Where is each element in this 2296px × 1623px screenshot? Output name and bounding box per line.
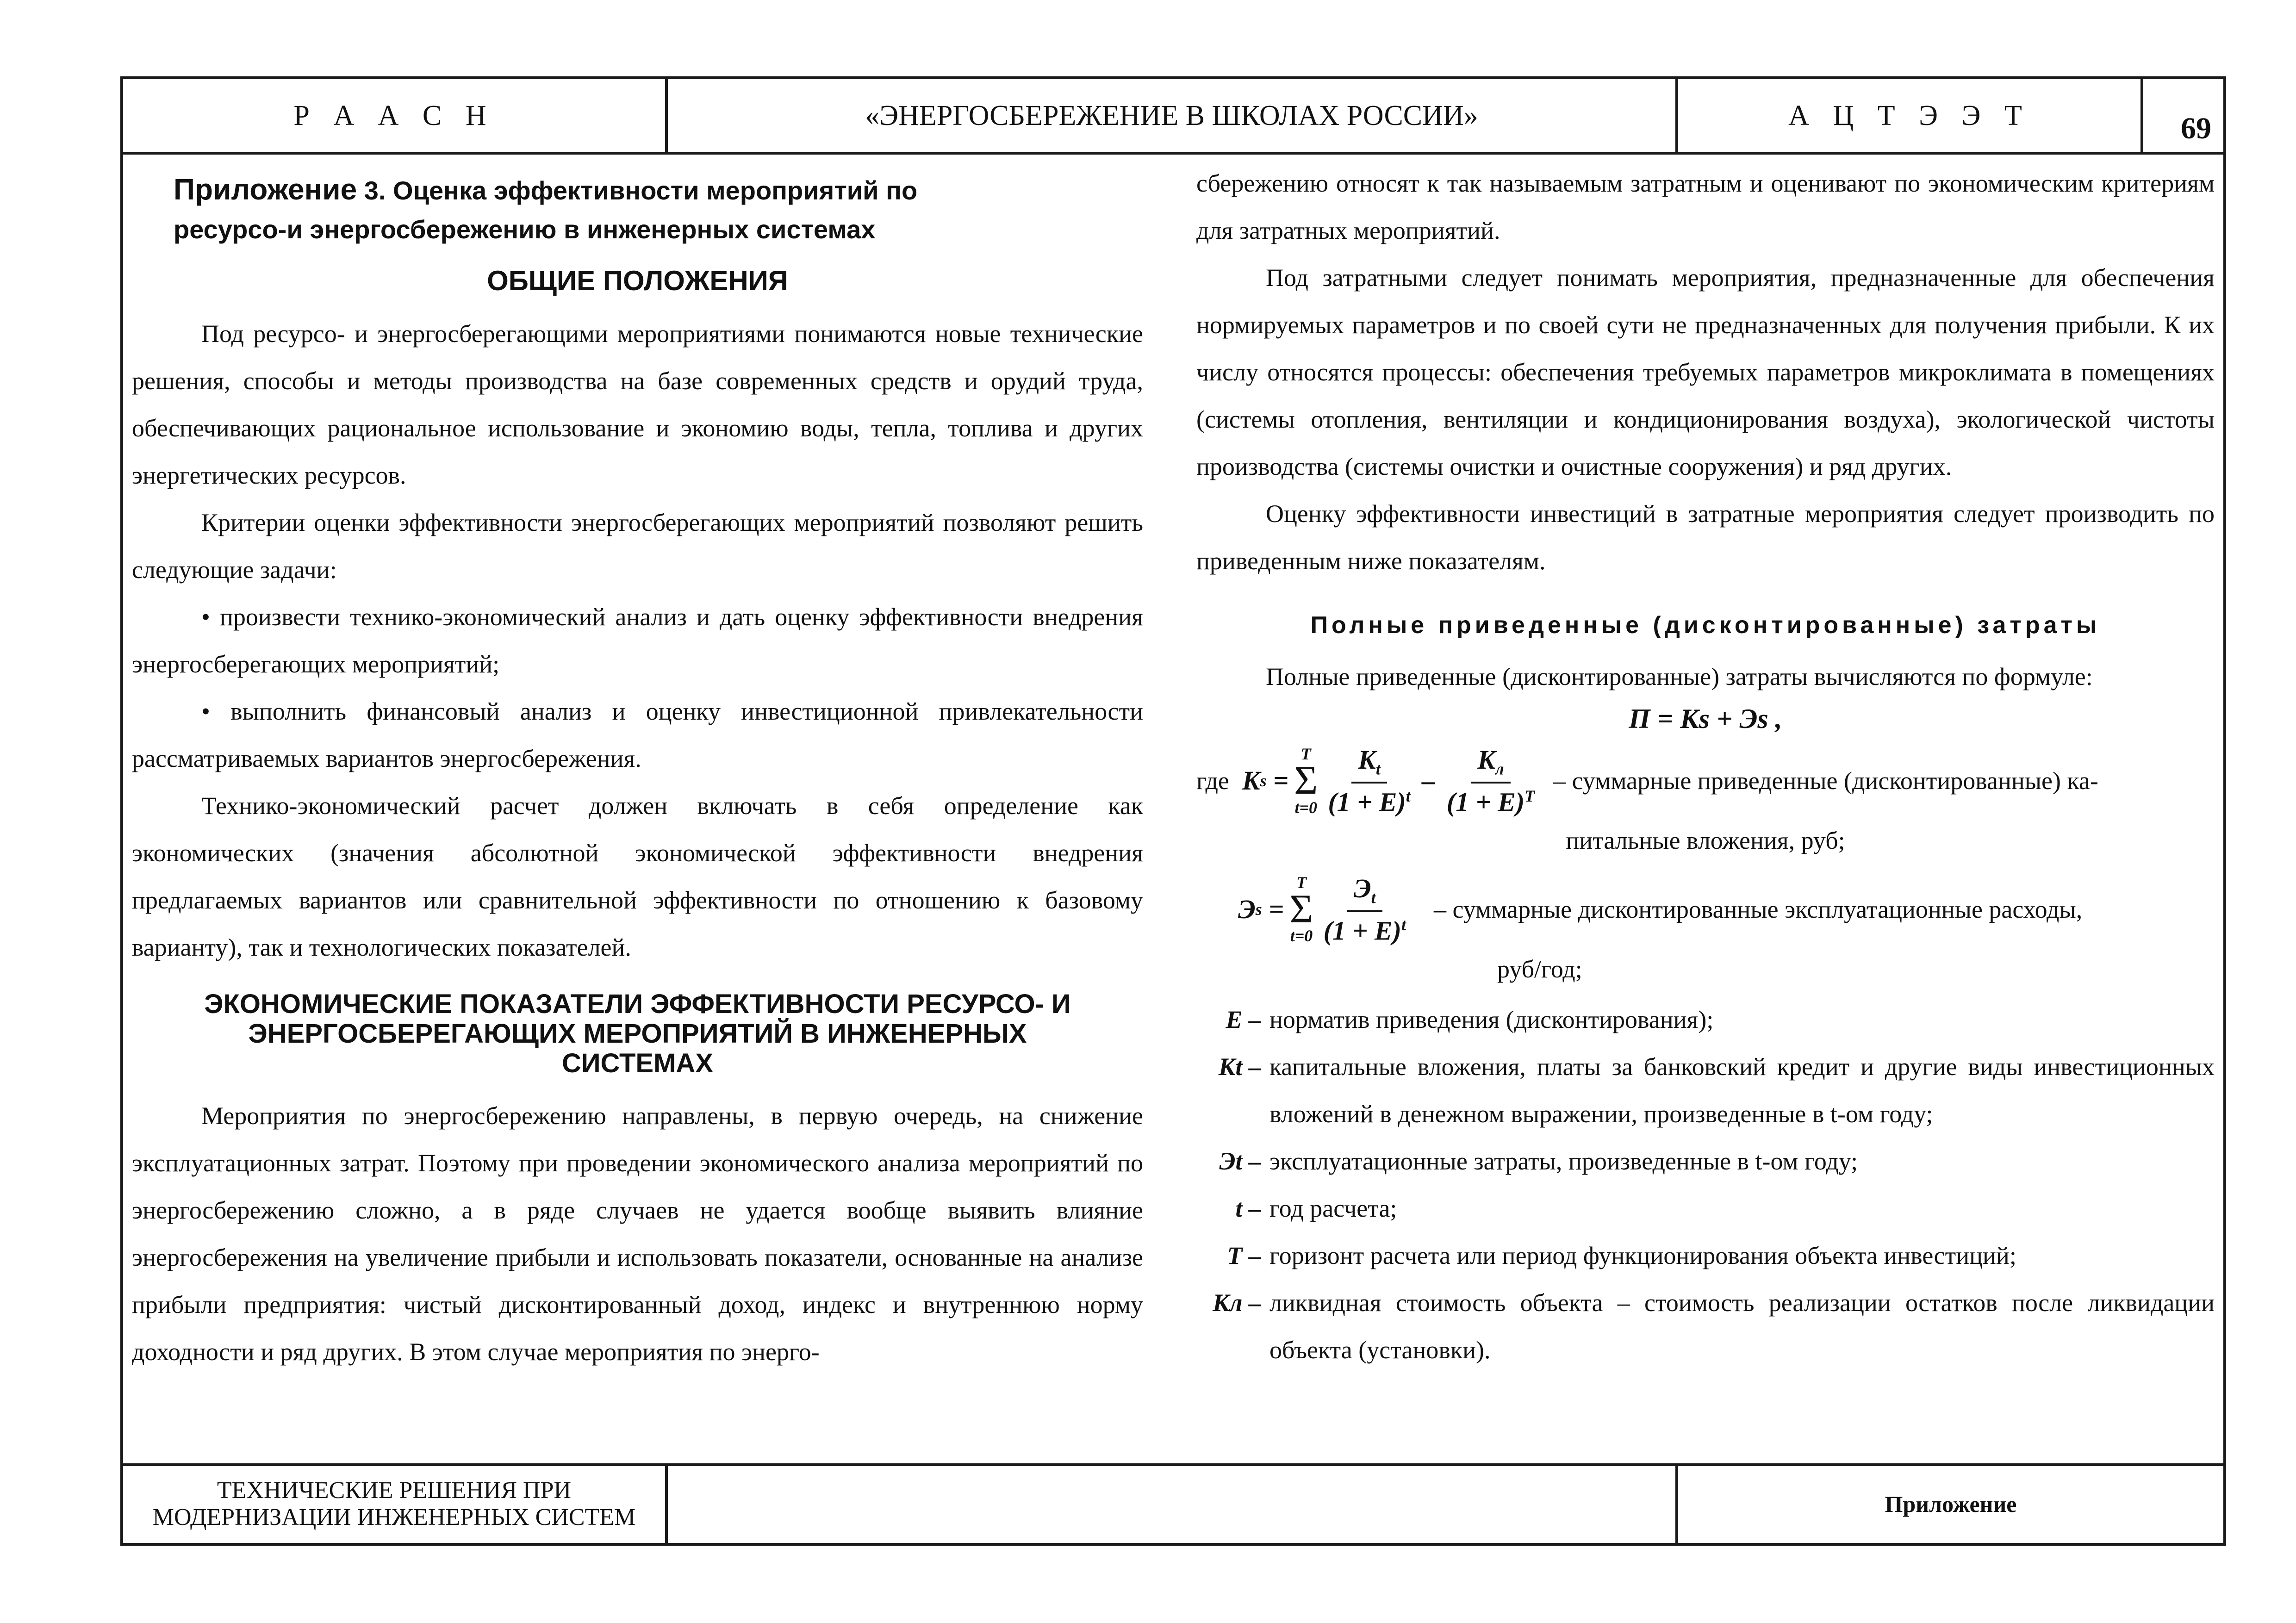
sum-symbol: T Σ t=0 xyxy=(1294,745,1318,817)
page-number: 69 xyxy=(2181,112,2211,145)
formula-es-row xyxy=(1196,873,2215,946)
section-general-title: ОБЩИЕ ПОЛОЖЕНИЯ xyxy=(487,265,788,296)
header-center: «ЭНЕРГОСБЕРЕЖЕНИЕ В ШКОЛАХ РОССИИ» xyxy=(865,99,1478,131)
definitions-list xyxy=(1196,996,2215,1374)
definition-item: Кл – ликвидная стоимость объекта – стоимость реализации остатков после ликвидации объекта (установки). xyxy=(1213,1288,2215,1364)
definition-item: T – горизонт расчета или период функционирования объекта инвестиций; xyxy=(1227,1241,2016,1269)
footer-right: Приложение xyxy=(1885,1491,2017,1517)
subsection-title: Полные приведенные (дисконтированные) затраты xyxy=(1310,612,2101,639)
paragraph: Критерии оценки эффективности энергосберегающих мероприятий позволяют решить следующие задачи: xyxy=(132,509,1143,584)
paragraph: сбережению относят к так называемым затратным и оценивают по экономическим критериям для затратных мероприятий. xyxy=(1196,169,2215,244)
paragraph: Мероприятия по энергосбережению направлены, в первую очередь, на снижение эксплуатационных затрат. Поэтому при проведении экономического анализа мероприятий по энергосбережению сложно, а в ряде случаев не удается вообще выявить влияние энергосбережения на увеличение прибыли и использовать показатели, основанные на анализе прибыли предприятия: чистый дисконтированный доход, индекс и внутреннюю норму доходности и ряд других. В этом случае мероприятия по энерго- xyxy=(132,1102,1143,1366)
ks-description-cont: питальные вложения, руб; xyxy=(1566,826,1845,854)
left-column xyxy=(132,160,1143,1375)
header-sep-3 xyxy=(2140,76,2143,153)
definition-item: Эt – эксплуатационные затраты, произведенные в t-ом году; xyxy=(1219,1147,1858,1175)
footer-left-line1: ТЕХНИЧЕСКИЕ РЕШЕНИЯ ПРИ xyxy=(217,1477,572,1504)
where-label: где xyxy=(1196,766,1229,795)
fraction: $\frac{Э_t}{(1 + E)^t}$ xyxy=(1323,873,1406,945)
appendix-title xyxy=(132,170,1143,249)
footer-divider xyxy=(120,1463,2226,1466)
paragraph: Под затратными следует понимать мероприятия, предназначенные для обеспечения нормируемых параметров и по своей сути не предназначенных для получения прибыли. К их числу относятся процессы: обеспечения требуемых параметров микроклимата в помещениях (системы отопления, вентиляции и кондиционирования воздуха), экологической чистоты производства (системы очистки и очистные сооружения) и ряд других. xyxy=(1196,264,2215,480)
formula-total-cost: П = Кs + Эs , xyxy=(1629,703,1782,734)
es-description: – суммарные дисконтированные эксплуатационные расходы, xyxy=(1433,895,2083,923)
fraction: $\frac{K_t}{(1 + E)^t}$ xyxy=(1328,745,1411,817)
header-right: А Ц Т Э Э Т xyxy=(1788,99,2030,131)
formula-ks-row xyxy=(1196,744,2215,817)
formula-ks: K s = T Σ t=0 $\frac{K_t}{(1 + E)^t}$ – $\frac{K_л}{(1 + E)^T}$ xyxy=(1242,745,1535,817)
footer-sep-1 xyxy=(665,1463,668,1546)
appendix-title-line1: 3. Оценка эффективности мероприятий по xyxy=(364,176,918,205)
paragraph: Оценку эффективности инвестиций в затратные мероприятия следует производить по приведенным ниже показателям. xyxy=(1196,500,2215,575)
paragraph: Полные приведенные (дисконтированные) затраты вычисляются по формуле: xyxy=(1266,663,2093,690)
section-economic-title: ЭКОНОМИЧЕСКИЕ ПОКАЗАТЕЛИ ЭФФЕКТИВНОСТИ РЕСУРСО- И ЭНЕРГОСБЕРЕГАЮЩИХ МЕРОПРИЯТИЙ В ИНЖЕНЕРНЫХ СИСТЕМАХ xyxy=(204,989,1071,1078)
bullet-item: • произвести технико-экономический анализ и дать оценку эффективности внедрения энергосберегающих мероприятий; xyxy=(132,603,1143,678)
ks-description: – суммарные приведенные (дисконтированные) ка- xyxy=(1553,766,2098,795)
bullet-item: • выполнить финансовый анализ и оценку инвестиционной привлекательности рассматриваемых вариантов энергосбережения. xyxy=(132,697,1143,772)
header-left: Р А А С Н xyxy=(293,99,495,131)
es-description-cont: руб/год; xyxy=(1497,955,1582,983)
appendix-title-line2: ресурсо-и энергосбережению в инженерных системах xyxy=(174,215,876,244)
definition-item: Кt – капитальные вложения, платы за банковский кредит и другие виды инвестиционных вложений в денежном выражении, произведенные в t-ом году; xyxy=(1218,1052,2215,1128)
paragraph: Технико-экономический расчет должен включать в себя определение как экономических (значения абсолютной экономической эффективности внедрения предлагаемых вариантов или сравнительной эффективности по отношению к базовому варианту), так и технологических показателей. xyxy=(132,792,1143,961)
sum-symbol: T Σ t=0 xyxy=(1289,873,1313,945)
definition-item: t – год расчета; xyxy=(1235,1194,1397,1222)
paragraph: Под ресурсо- и энергосберегающими мероприятиями понимаются новые технические решения, способы и методы производства на базе современных средств и орудий труда, обеспечивающих рациональное использование и экономию воды, тепла, топлива и других энергетических ресурсов. xyxy=(132,320,1143,489)
right-column xyxy=(1196,160,2215,1374)
footer-left xyxy=(123,1467,665,1541)
formula-es: Э s = T Σ t=0 $\frac{Э_t}{(1 + E)^t}$ xyxy=(1238,873,1406,945)
appendix-title-prefix: Приложение xyxy=(174,173,357,206)
definition-item: E – норматив приведения (дисконтирования); xyxy=(1226,1005,1714,1033)
footer-left-line2: МОДЕРНИЗАЦИИ ИНЖЕНЕРНЫХ СИСТЕМ xyxy=(152,1504,636,1530)
fraction: $\frac{K_л}{(1 + E)^T}$ xyxy=(1446,745,1535,817)
